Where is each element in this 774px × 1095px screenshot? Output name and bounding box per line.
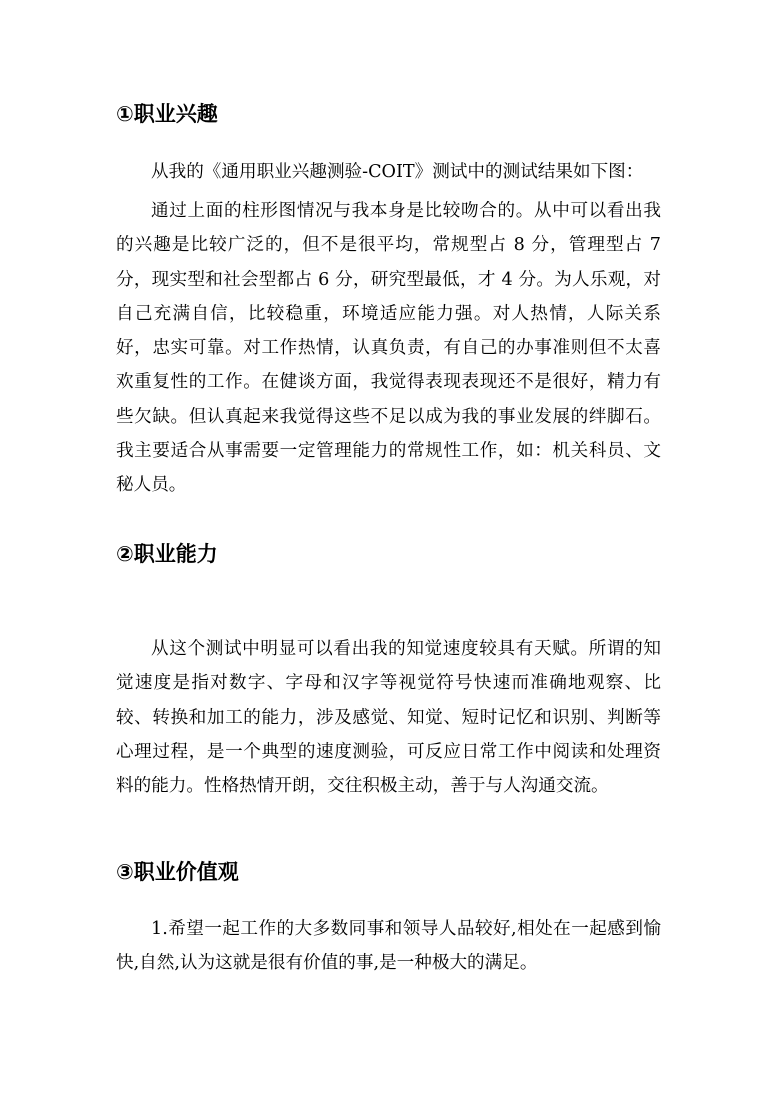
section-heading-interest: ①职业兴趣	[116, 102, 218, 126]
paragraph-interest-analysis: 通过上面的柱形图情况与我本身是比较吻合的。从中可以看出我的兴趣是比较广泛的，但不是很平均，常规型占 8 分，管理型占 7 分，现实型和社会型都占 6 分，研究型最低，才 4 分。为人乐观，对自己充满自信，比较稳重，环境适应能力强。对人热情，人际关系好，忠实可靠。对工作热情，认真负责，有自己的办事准则但不太喜欢重复性的工作。在健谈方面，我觉得表现表现还不是很好，精力有些欠缺。但认真起来我觉得这些不足以成为我的事业发展的绊脚石。我主要适合从事需要一定管理能力的常规性工作，如：机关科员、文秘人员。	[116, 201, 661, 496]
paragraph-test-result-intro: 从我的《通用职业兴趣测验-COIT》测试中的测试结果如下图：	[151, 162, 644, 182]
section-heading-values: ③职业价值观	[116, 860, 239, 884]
section-heading-ability: ②职业能力	[116, 542, 218, 566]
paragraph-ability-analysis: 从这个测试中明显可以看出我的知觉速度较具有天赋。所谓的知觉速度是指对数字、字母和汉字等视觉符号快速而准确地观察、比较、转换和加工的能力，涉及感觉、知觉、短时记忆和识别、判断等心理过程，是一个典型的速度测验，可反应日常工作中阅读和处理资料的能力。性格热情开朗，交往积极主动，善于与人沟通交流。	[116, 639, 661, 797]
paragraph-values-item-1: 1.希望一起工作的大多数同事和领导人品较好,相处在一起感到愉快,自然,认为这就是很有价值的事,是一种极大的满足。	[116, 919, 661, 974]
